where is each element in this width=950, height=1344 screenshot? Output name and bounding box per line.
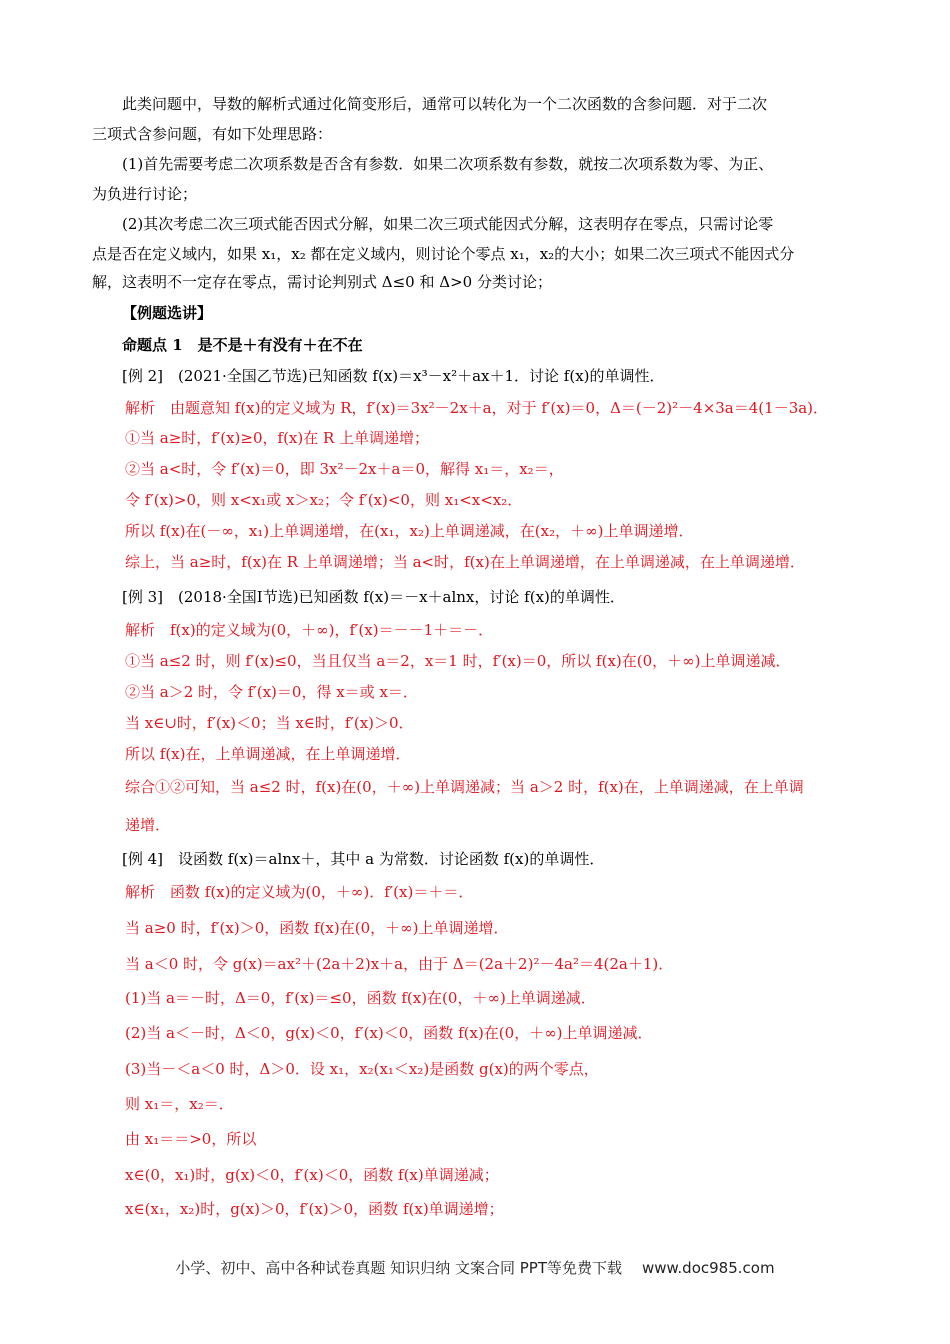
text-line: (1)首先需要考虑二次项系数是否含有参数．如果二次项系数有参数，就按二次项系数为零、为正、 [122, 155, 774, 173]
text-line: 当 x∈∪时，f′(x)＜0；当 x∈时，f′(x)＞0． [125, 714, 414, 732]
text-line: 递增． [125, 816, 171, 834]
text-line: 【例题选讲】 [122, 304, 213, 322]
footer-text: 小学、初中、高中各种试卷真题 知识归纳 文案合同 PPT等免费下载 [175, 1259, 622, 1277]
text-line: x∈(0，x₁)时，g(x)＜0，f′(x)＜0，函数 f(x)单调递减； [125, 1166, 499, 1184]
text-line: 所以 f(x)在(－∞，x₁)上单调递增，在(x₁，x₂)上单调递减，在(x₂，＋∞)上单调递增． [125, 522, 694, 540]
text-line: 此类问题中，导数的解析式通过化简变形后，通常可以转化为一个二次函数的含参问题．对于二次 [122, 95, 768, 113]
text-line: 解析 函数 f(x)的定义域为(0，＋∞)．f′(x)＝＋＝． [125, 883, 474, 901]
footer-site-link[interactable]: www.doc985.com [641, 1259, 775, 1277]
text-line: 令 f′(x)>0，则 x<x₁或 x＞x₂；令 f′(x)<0，则 x₁<x<x₂． [125, 491, 523, 509]
text-line: (1)当 a＝－时，Δ＝0，f′(x)＝≤0，函数 f(x)在(0，＋∞)上单调递减． [125, 989, 596, 1007]
text-line: 综合①②可知，当 a≤2 时，f(x)在(0，＋∞)上单调递减；当 a＞2 时，f(x)在，上单调递减，在上单调 [125, 778, 804, 796]
text-line: ②当 a<时，令 f′(x)＝0，即 3x²－2x＋a＝0，解得 x₁＝，x₂＝， [125, 460, 564, 478]
text-line: ①当 a≥时，f′(x)≥0，f(x)在 R 上单调递增； [125, 429, 430, 447]
text-line: 命题点 1 是不是＋有没有＋在不在 [122, 336, 363, 354]
text-line: 则 x₁＝，x₂＝． [125, 1095, 234, 1113]
text-line: [例 2] (2021·全国乙节选)已知函数 f(x)＝x³－x²＋ax＋1．讨论 f(x)的单调性． [122, 367, 665, 385]
text-line: 所以 f(x)在，上单调递减，在上单调递增． [125, 745, 411, 763]
text-line: 当 a＜0 时，令 g(x)＝ax²＋(2a＋2)x＋a，由于 Δ＝(2a＋2)²－4a²＝4(2a＋1)． [125, 955, 674, 973]
text-line: 解析 f(x)的定义域为(0，＋∞)，f′(x)＝－－1＋＝－． [125, 621, 494, 639]
text-line: 由 x₁＝＝>0，所以 [125, 1130, 257, 1148]
text-line: 点是否在定义域内，如果 x₁，x₂ 都在定义域内，则讨论个零点 x₁，x₂的大小；如果二次三项式不能因式分 [92, 245, 795, 263]
text-line: ①当 a≤2 时，则 f′(x)≤0，当且仅当 a＝2，x＝1 时，f′(x)＝0，所以 f(x)在(0，＋∞)上单调递减． [125, 652, 791, 670]
text-line: (3)当－＜a＜0 时，Δ＞0．设 x₁，x₂(x₁＜x₂)是函数 g(x)的两个零点， [125, 1060, 599, 1078]
text-line: 解，这表明不一定存在零点，需讨论判别式 Δ≤0 和 Δ>0 分类讨论； [92, 273, 552, 291]
text-line: (2)当 a＜－时，Δ＜0，g(x)＜0，f′(x)＜0，函数 f(x)在(0，＋∞)上单调递减． [125, 1024, 653, 1042]
text-line: 当 a≥0 时，f′(x)＞0，函数 f(x)在(0，＋∞)上单调递增． [125, 919, 509, 937]
page-footer [0, 1257, 950, 1278]
text-line: 综上，当 a≥时，f(x)在 R 上单调递增；当 a<时，f(x)在上单调递增，在上单调递减，在上单调递增． [125, 553, 805, 571]
text-line: [例 3] (2018·全国Ⅰ节选)已知函数 f(x)＝－x＋alnx，讨论 f(x)的单调性． [122, 588, 625, 606]
text-line: 解析 由题意知 f(x)的定义域为 R，f′(x)＝3x²－2x＋a，对于 f′(x)＝0，Δ＝(－2)²－4×3a＝4(1－3a)． [125, 399, 829, 417]
text-line: [例 4] 设函数 f(x)＝alnx＋，其中 a 为常数．讨论函数 f(x)的单调性． [122, 850, 605, 868]
text-line: 为负进行讨论； [92, 185, 198, 203]
text-line: (2)其次考虑二次三项式能否因式分解，如果二次三项式能因式分解，这表明存在零点，只需讨论零 [122, 215, 774, 233]
text-line: ②当 a＞2 时，令 f′(x)＝0，得 x＝或 x＝． [125, 683, 418, 701]
text-line: x∈(x₁，x₂)时，g(x)＞0，f′(x)＞0，函数 f(x)单调递增； [125, 1200, 504, 1218]
text-line: 三项式含参问题，有如下处理思路： [92, 125, 333, 143]
